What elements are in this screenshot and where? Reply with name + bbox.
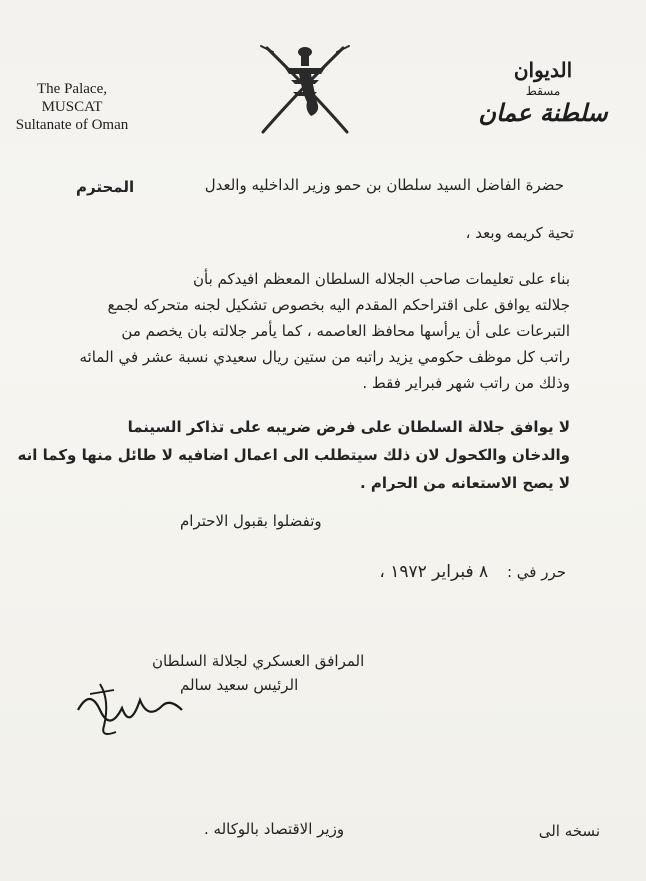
greeting: تحية كريمه وبعد ، — [465, 224, 574, 242]
khanjar-emblem-icon — [255, 40, 355, 136]
addressee-line: حضرة الفاضل السيد سلطان بن حمو وزير الداخليه والعدل — [204, 176, 564, 194]
paragraph1-line: وذلك من راتب شهر فبراير فقط . — [362, 374, 570, 392]
address-line-sultanate: Sultanate of Oman — [15, 117, 129, 133]
diwan-city: مسقط — [525, 84, 561, 98]
address-line-palace: The Palace, — [37, 81, 107, 97]
paragraph2-line: لا يوافق جلالة السلطان على فرض ضريبه على تذاكر السينما — [127, 418, 570, 436]
sultanate-title: سلطنة عمان — [478, 98, 608, 127]
date-line — [379, 562, 566, 582]
diwan-title: الديوان — [513, 58, 573, 82]
copy-recipient: وزير الاقتصاد بالوكاله . — [204, 820, 345, 838]
signatory-title: المرافق العسكري لجلالة السلطان — [152, 652, 365, 670]
paragraph1-line: جلالته يوافق على اقتراحكم المقدم اليه بخصوص تشكيل لجنه متحركه لجمع — [107, 296, 570, 314]
palace-address — [8, 80, 136, 134]
paragraph1-line: راتب كل موظف حكومي يزيد راتبه من ستين ريال سعيدي نسبة عشر في المائه — [79, 348, 570, 366]
diwan-letterhead — [468, 58, 618, 127]
address-line-muscat: MUSCAT — [41, 99, 103, 115]
paragraph1-line: بناء على تعليمات صاحب الجلاله السلطان المعظم افيدكم بأن — [193, 270, 570, 288]
paragraph2-line: والدخان والكحول لان ذلك سيتطلب الى اعمال اضافيه لا طائل منها وكما انه — [17, 446, 570, 464]
date-value: ٨ فبراير ١٩٧٢ ، — [379, 562, 489, 582]
paragraph1-line: التبرعات على أن يرأسها محافظ العاصمه ، كما يأمر جلالته بان يخصم من — [121, 322, 570, 340]
date-label: حرر في : — [506, 563, 566, 581]
honorific: المحترم — [76, 178, 135, 196]
copy-label: نسخه الى — [538, 822, 600, 840]
handwritten-signature — [70, 680, 190, 740]
closing-line: وتفضلوا بقبول الاحترام — [180, 512, 322, 530]
paragraph2-line: لا يصح الاستعانه من الحرام . — [359, 474, 570, 492]
signatory-name: الرئيس سعيد سالم — [180, 676, 299, 694]
